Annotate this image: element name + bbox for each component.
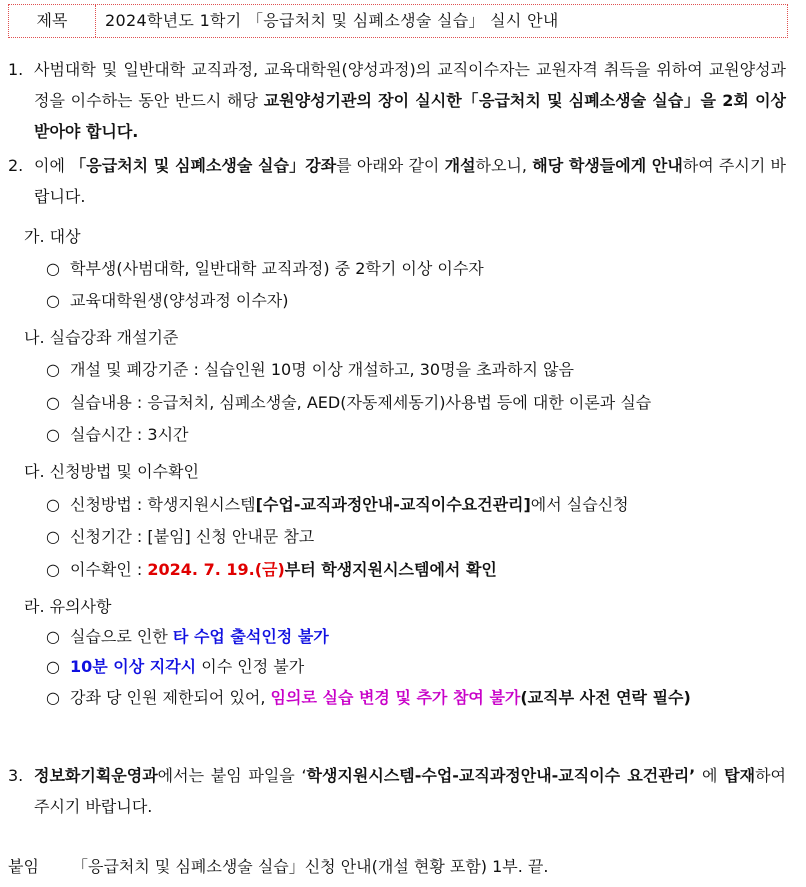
- warning-text: 임의로 실습 변경 및 추가 참여 불가: [270, 688, 521, 707]
- warning-text: 10분 이상 지각시: [70, 657, 197, 676]
- department-name: 정보화기획운영과: [34, 766, 158, 785]
- paragraph-text: 하오니,: [475, 156, 533, 175]
- list-item: ○ 실습시간 : 3시간: [46, 420, 786, 450]
- list-item: ○ 실습내용 : 응급처치, 심폐소생술, AED(자동제세동기)사용법 등에 대한 이론과 실습: [46, 388, 786, 418]
- list-item: ○ 이수확인 : 2024. 7. 19.(금)부터 학생지원시스템에서 확인: [46, 555, 786, 585]
- emphasis-text: 교원양성기관의 장이 실시한「응급처치 및 심폐소생술 실습」을 2회 이상 받아야 합니다.: [34, 91, 786, 141]
- list-item: ○ 교육대학원생(양성과정 이수자): [46, 286, 786, 316]
- section-heading-criteria: 나. 실습강좌 개설기준: [24, 328, 179, 347]
- section-heading-target: 가. 대상: [24, 227, 81, 246]
- title-row: [8, 4, 788, 38]
- title-label: 제목: [9, 5, 96, 37]
- paragraph-2: [8, 150, 786, 212]
- list-item: ○ 실습으로 인한 타 수업 출석인정 불가: [46, 622, 786, 652]
- bullet: ○: [46, 627, 60, 646]
- list-item: ○ 개설 및 폐강기준 : 실습인원 10명 이상 개설하고, 30명을 초과하지 않음: [46, 355, 786, 385]
- bullet: ○: [46, 259, 60, 278]
- menu-path: 학생지원시스템-수업-교직과정안내-교직이수 요건관리’: [306, 766, 696, 785]
- item-number: 2.: [8, 156, 24, 175]
- emphasis-text: 탑재: [724, 766, 756, 785]
- attachment-text: 「응급처치 및 심폐소생술 실습」신청 안내(개설 현황 포함) 1부. 끝.: [72, 857, 549, 876]
- bullet: ○: [46, 360, 60, 379]
- item-number: 1.: [8, 60, 24, 79]
- bullet: ○: [46, 688, 60, 707]
- attachment-label: 붙임: [8, 857, 39, 876]
- item-number: 3.: [8, 766, 24, 785]
- paragraph-text: 를 아래와 같이: [336, 156, 445, 175]
- bullet: ○: [46, 560, 60, 579]
- paragraph-text: 사범대학 및 일반대학 교직과정, 교육대학원(양성과정)의 교직이수자는 교원자격 취득을 위하여 교원양성과정을 이수하는 동안 반드시 해당: [34, 60, 786, 110]
- menu-path: [수업-교직과정안내-교직이수요건관리]: [255, 495, 531, 514]
- warning-text: 타 수업 출석인정 불가: [172, 627, 329, 646]
- attachment-line: [8, 852, 548, 882]
- bullet: ○: [46, 425, 60, 444]
- bullet: ○: [46, 393, 60, 412]
- paragraph-text: 하여 주시기 바랍니다.: [34, 156, 786, 206]
- bullet: ○: [46, 291, 60, 310]
- list-item: ○ 신청기간 : [붙임] 신청 안내문 참고: [46, 522, 786, 552]
- list-item: ○ 신청방법 : 학생지원시스템[수업-교직과정안내-교직이수요건관리]에서 실습신청: [46, 490, 786, 520]
- date-highlight: 2024. 7. 19.(금): [147, 560, 285, 579]
- section-heading-notes: 라. 유의사항: [24, 597, 112, 616]
- list-item: ○ 학부생(사범대학, 일반대학 교직과정) 중 2학기 이상 이수자: [46, 254, 786, 284]
- section-heading-apply: 다. 신청방법 및 이수확인: [24, 462, 199, 481]
- emphasis-text: 해당 학생들에게 안내: [532, 156, 683, 175]
- bullet: ○: [46, 657, 60, 676]
- document-title: 2024학년도 1학기 「응급처치 및 심폐소생술 실습」 실시 안내: [105, 11, 559, 30]
- list-item: ○ 강좌 당 인원 제한되어 있어, 임의로 실습 변경 및 추가 참여 불가(교직부 사전 연락 필수): [46, 683, 786, 713]
- bullet: ○: [46, 495, 60, 514]
- paragraph-3: 3. 정보화기획운영과에서는 붙임 파일을 ‘학생지원시스템-수업-교직과정안내-교직이수 요건관리’ 에 탑재하여 주시기 바랍니다.: [8, 760, 786, 822]
- bullet: ○: [46, 527, 60, 546]
- emphasis-text: 「응급처치 및 심폐소생술 실습」강좌: [70, 156, 337, 175]
- list-item: ○ 10분 이상 지각시 이수 인정 불가: [46, 652, 786, 682]
- emphasis-text: 개설: [444, 156, 476, 175]
- paragraph-text: 이에: [34, 156, 71, 175]
- paragraph-1: [8, 54, 786, 147]
